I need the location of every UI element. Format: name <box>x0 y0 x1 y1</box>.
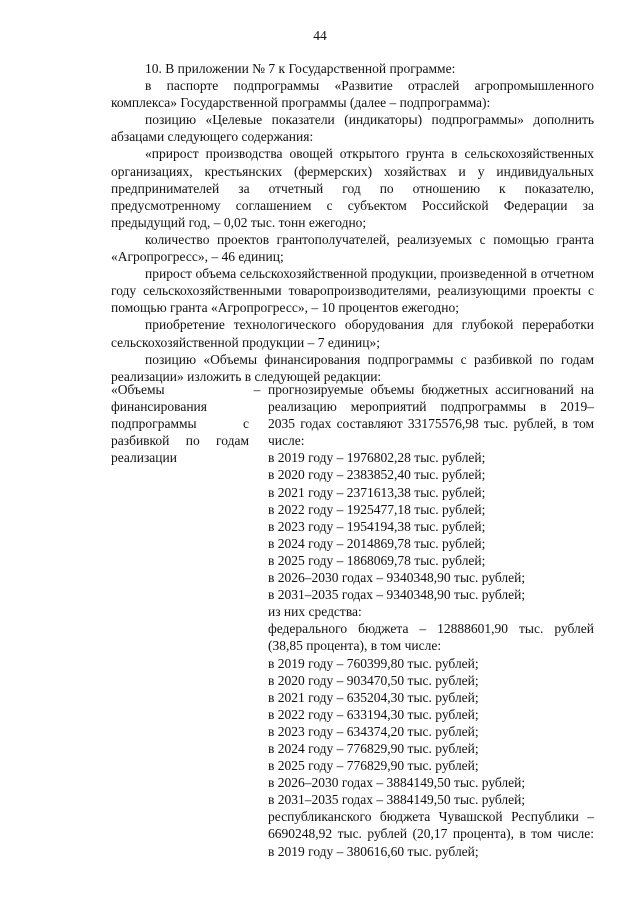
funding-line: республиканского бюджета Чувашской Республики – <box>268 809 594 825</box>
page-number: 44 <box>313 28 327 43</box>
funding-line: в 2031–2035 годах – 3884149,50 тыс. рублей; <box>268 792 526 808</box>
funding-line: в 2022 году – 633194,30 тыс. рублей; <box>268 706 479 722</box>
parameter-dash: – <box>253 382 261 397</box>
funding-line: из них средства: <box>268 604 362 620</box>
funding-line: числе: <box>268 433 305 449</box>
funding-line: в 2024 году – 776829,90 тыс. рублей; <box>268 740 479 756</box>
funding-line: в 2025 году – 776829,90 тыс. рублей; <box>268 758 479 774</box>
paragraph-vegetables-indicator: «прирост производства овощей открытого грунта в сельскохозяйственных организациях, крестьянских (фермерских) хозяйствах и у индивидуальных предпринимателей за отчетный год по отношению к показателю, предусмотренному соглашением с субъектом Российской Федерации за предыдущий год, – 0,02 тыс. тонн ежегодно; <box>111 146 594 230</box>
paragraph-targets-position: позицию «Целевые показатели (индикаторы) подпрограммы» дополнить абзацами следующего содержания: <box>111 112 594 145</box>
paragraph-production-growth-indicator: прирост объема сельскохозяйственной продукции, произведенной в отчетном году сельскохозяйственными товаропроизводителями, реализующими проекты с помощью гранта «Агропрогресс», – 10 процентов ежегодно; <box>111 266 594 316</box>
paragraph-item-10: 10. В приложении № 7 к Государственной программе: <box>145 61 456 76</box>
funding-line: в 2021 году – 2371613,38 тыс. рублей; <box>268 484 486 500</box>
funding-parameter-value <box>268 381 594 860</box>
funding-line: 2035 годах составляют 33175576,98 тыс. рублей, в том <box>268 416 594 432</box>
funding-line: в 2023 году – 1954194,38 тыс. рублей; <box>268 518 486 534</box>
funding-line: в 2021 году – 635204,30 тыс. рублей; <box>268 689 479 705</box>
funding-line: прогнозируемые объемы бюджетных ассигнований на <box>268 382 594 397</box>
funding-line: в 2026–2030 годах – 3884149,50 тыс. рублей; <box>268 775 526 791</box>
funding-line: в 2022 году – 1925477,18 тыс. рублей; <box>268 501 486 517</box>
funding-line: в 2019 году – 1976802,28 тыс. рублей; <box>268 450 486 466</box>
funding-line: в 2019 году – 380616,60 тыс. рублей; <box>268 843 479 859</box>
funding-line: в 2025 году – 1868069,78 тыс. рублей; <box>268 552 486 568</box>
funding-line: федерального бюджета – 12888601,90 тыс. рублей <box>268 621 594 637</box>
paragraph-grant-projects-indicator: количество проектов грантополучателей, реализуемых с помощью гранта «Агропрогресс», – 46 единиц; <box>111 231 594 265</box>
funding-line: в 2031–2035 годах – 9340348,90 тыс. рублей; <box>268 587 526 603</box>
paragraph-equipment-indicator: приобретение технологического оборудования для глубокой переработки сельскохозяйственной продукции – 7 единиц»; <box>111 317 594 350</box>
funding-line: в 2026–2030 годах – 9340348,90 тыс. рублей; <box>268 570 526 586</box>
funding-parameter-label: «Объемы финансирования подпрограммы с разбивкой по годам реализации <box>111 382 249 466</box>
funding-line: в 2023 году – 634374,20 тыс. рублей; <box>268 723 479 739</box>
funding-line: 6690248,92 тыс. рублей (20,17 процента), в том числе: <box>268 826 594 842</box>
funding-line: (38,85 процента), в том числе: <box>268 638 442 654</box>
funding-line: в 2020 году – 2383852,40 тыс. рублей; <box>268 467 486 483</box>
funding-line: в 2020 году – 903470,50 тыс. рублей; <box>268 672 479 688</box>
funding-line: реализацию мероприятий подпрограммы в 2019– <box>268 399 594 415</box>
amendment-text <box>111 60 594 385</box>
paragraph-funding-position: позицию «Объемы финансирования подпрограммы с разбивкой по годам реализации» изложить в следующей редакции: <box>111 351 594 384</box>
funding-line: в 2024 году – 2014869,78 тыс. рублей; <box>268 535 486 551</box>
paragraph-passport-intro: в паспорте подпрограммы «Развитие отраслей агропромышленного комплекса» Государственной программы (далее – подпрограмма): <box>111 78 594 111</box>
funding-line: в 2019 году – 760399,80 тыс. рублей; <box>268 655 479 671</box>
